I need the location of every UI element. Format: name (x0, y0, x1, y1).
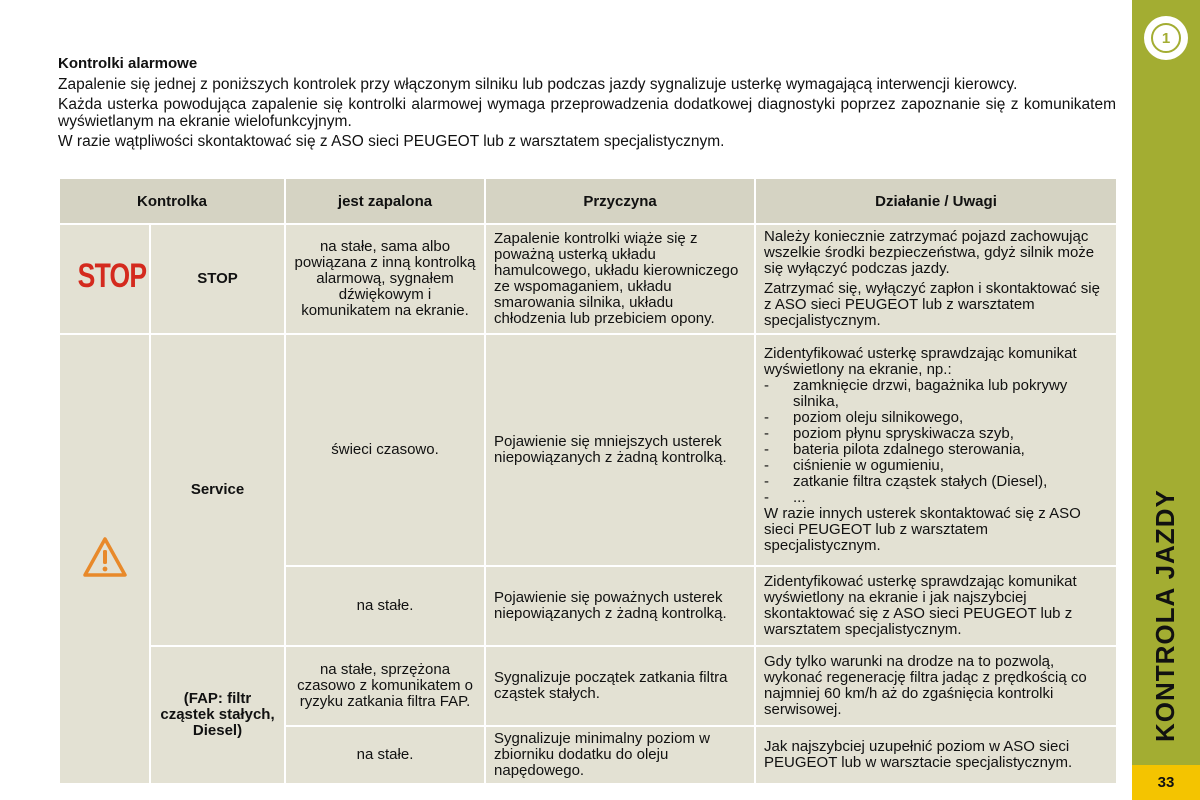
page-number: 33 (1132, 765, 1200, 800)
list-item: - zamknięcie drzwi, bagażnika lub pokrywy silnika, (764, 378, 1108, 410)
fap-lit-1: na stałe, sprzężona czasowo z komunikatem o ryzyku zatkania filtra FAP. (286, 647, 484, 725)
service-lit-2: na stałe. (286, 567, 484, 645)
chapter-number: 1 (1151, 23, 1181, 53)
service-cause-2: Pojawienie się poważnych usterek niepowiązanych z żadną kontrolką. (486, 567, 754, 645)
list-item: - bateria pilota zdalnego sterowania, (764, 442, 1108, 458)
header-kontrolka: Kontrolka (60, 179, 284, 223)
fap-action-1: Gdy tylko warunki na drodze na to pozwolą, wykonać regenerację filtra jadąc z prędkością co najmniej 60 km/h aż do zgaśnięcia kontrolki serwisowej. (756, 647, 1116, 725)
intro-section (58, 55, 1116, 153)
table-row-service-1 (60, 335, 1116, 565)
list-item: - poziom oleju silnikowego, (764, 410, 1108, 426)
list-item: - poziom płynu spryskiwacza szyb, (764, 426, 1108, 442)
stop-action-1: Należy koniecznie zatrzymać pojazd zachowując wszelkie środki bezpieczeństwa, gdyż silnik może się wyłączyć podczas jazdy. (764, 228, 1095, 277)
header-cause: Przyczyna (486, 179, 754, 223)
stop-name: STOP (151, 225, 284, 333)
table-row-fap-1 (60, 647, 1116, 725)
intro-paragraph: W razie wątpliwości skontaktować się z ASO sieci PEUGEOT lub z warsztatem specjalistycznym. (58, 133, 725, 150)
fap-cause-1: Sygnalizuje początek zatkania filtra cząstek stałych. (486, 647, 754, 725)
service-action-list (764, 378, 1108, 506)
warning-lights-table (58, 177, 1118, 785)
fap-name: (FAP: filtr cząstek stałych, Diesel) (151, 647, 284, 783)
service-action-outro: W razie innych usterek skontaktować się z ASO sieci PEUGEOT lub z warsztatem specjalistycznym. (764, 505, 1081, 554)
table-row-stop (60, 225, 1116, 333)
list-item: - zatkanie filtra cząstek stałych (Diesel), (764, 474, 1108, 490)
service-lit-1: świeci czasowo. (286, 335, 484, 565)
service-action-intro: Zidentyfikować usterkę sprawdzając komunikat wyświetlony na ekranie, np.: (764, 345, 1077, 378)
fap-cause-2: Sygnalizuje minimalny poziom w zbiorniku dodatku do oleju napędowego. (486, 727, 754, 783)
service-action-2: Zidentyfikować usterkę sprawdzając komunikat wyświetlony na ekranie i jak najszybciej skontaktować się z ASO sieci PEUGEOT lub z warsztatem specjalistycznym. (756, 567, 1116, 645)
list-item: - ... (764, 490, 1108, 506)
section-heading: Kontrolki alarmowe (58, 55, 198, 72)
header-lit: jest zapalona (286, 179, 484, 223)
table-header-row (60, 179, 1116, 223)
fap-action-2: Jak najszybciej uzupełnić poziom w ASO sieci PEUGEOT lub w warsztacie specjalistycznym. (756, 727, 1116, 783)
chapter-badge (1144, 16, 1188, 60)
list-item: - ciśnienie w ogumieniu, (764, 458, 1108, 474)
service-name: Service (151, 335, 284, 645)
fap-lit-2: na stałe. (286, 727, 484, 783)
stop-action-2: Zatrzymać się, wyłączyć zapłon i skontaktować się z ASO sieci PEUGEOT lub z warsztatem specjalistycznym. (764, 280, 1100, 329)
service-action-1 (756, 335, 1116, 565)
stop-icon-cell (60, 225, 149, 333)
chapter-title: KONTROLA JAZDY (1150, 489, 1180, 742)
intro-paragraph: Każda usterka powodująca zapalenie się kontrolki alarmowej wymaga przeprowadzenia dodatkowej diagnostyki poprzez zapoznanie się z komunikatem wyświetlanym na ekranie wielofunkcyjnym. (58, 96, 1116, 130)
service-cause-1: Pojawienie się mniejszych usterek niepowiązanych z żadną kontrolką. (486, 335, 754, 565)
stop-action (756, 225, 1116, 333)
stop-cause: Zapalenie kontrolki wiąże się z poważną usterką układu hamulcowego, układu kierowniczego ze wspomaganiem, układu smarowania silnika, układu chłodzenia lub przebiciem opony. (486, 225, 754, 333)
service-icon-cell (60, 335, 149, 783)
service-warning-triangle-icon (82, 536, 128, 578)
intro-paragraph: Zapalenie się jednej z poniższych kontrolek przy włączonym silniku lub podczas jazdy sygnalizuje usterkę wymagającą interwencji kierowcy. (58, 76, 1018, 93)
header-action: Działanie / Uwagi (756, 179, 1116, 223)
stop-lit: na stałe, sama albo powiązana z inną kontrolką alarmową, sygnałem dźwiękowym i komunikatem na ekranie. (286, 225, 484, 333)
stop-warning-icon: STOP (77, 256, 147, 295)
